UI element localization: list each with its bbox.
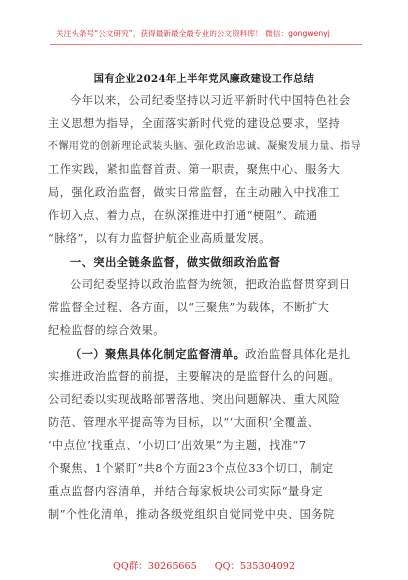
footer-contact xyxy=(0,558,408,572)
paragraph-line: 纪检监督的综合效果。 xyxy=(48,324,165,337)
paragraph-line: ‘中点位’找重点、‘小切口’出效果”为主题，找准“7 xyxy=(48,439,307,452)
paragraph-line: 今年以来，公司纪委坚持以习近平新时代中国特色社会 xyxy=(70,94,351,107)
paragraph-line: 个聚焦、1个紧盯”共8个方面23个点位33个切口，制定 xyxy=(48,462,334,475)
paragraph-line: 常监督全过程、各方面，以“三聚焦”为载体，不断扩大 xyxy=(48,301,330,314)
paragraph-line: 不懈用党的创新理论武装头脑、强化政治忠诚、凝聚发展力量、指导 xyxy=(48,141,362,152)
paragraph-line: 实推进政治监督的前提，主要解决的是监督什么的问题。 xyxy=(48,370,341,383)
paragraph-line: 工作实践，紧扣监督首责、第一职责，聚焦中心、服务大 xyxy=(48,163,341,176)
paragraph-line: 主义思想为指导，全面落实新时代党的建设总要求，坚持 xyxy=(48,117,341,130)
paragraph-line: 防范、管理水平提高等为目标，以“‘大面积’全覆盖、 xyxy=(48,416,320,429)
subsection-heading: （一）聚焦具体化制定监督清单。 xyxy=(70,347,246,361)
paragraph-line: 公司纪委坚持以政治监督为统领，把政治监督贯穿到日 xyxy=(70,278,351,291)
paragraph-line: 局，强化政治监督，做实日常监督，在主动融入中找准工 xyxy=(48,186,341,199)
paragraph-line: 公司纪委以实现战略部署落地、突出问题解决、重大风险 xyxy=(48,393,341,406)
paragraph-line: 重点监督内容清单，并结合每家板块公司实际“量身定 xyxy=(48,485,324,498)
subsection-text: 政治监督具体化是扎 xyxy=(245,348,351,361)
document-title: 国有企业2024年上半年党风廉政建设工作总结 xyxy=(93,73,315,85)
subsection-first-line xyxy=(70,343,351,365)
paragraph-line: 制”个性化清单，推动各级党组织自觉同党中央、国务院 xyxy=(48,508,335,521)
header-divider xyxy=(50,44,362,45)
paragraph-line: “脉络”，以有力监督护航企业高质量发展。 xyxy=(48,232,271,245)
footer-qq-group: QQ群：30265665 xyxy=(112,561,197,572)
header-banner: 关注头条号“公文研究”，获得最新最全最专业的公文资料库！ 微信：gongwenyj xyxy=(56,29,330,38)
paragraph-line: 作切入点、着力点，在纵深推进中打通“梗阻”、疏通 xyxy=(48,209,318,222)
footer-qq: QQ：535304092 xyxy=(214,561,295,572)
section-heading: 一、突出全链条监督，做实做细政治监督 xyxy=(70,255,281,269)
